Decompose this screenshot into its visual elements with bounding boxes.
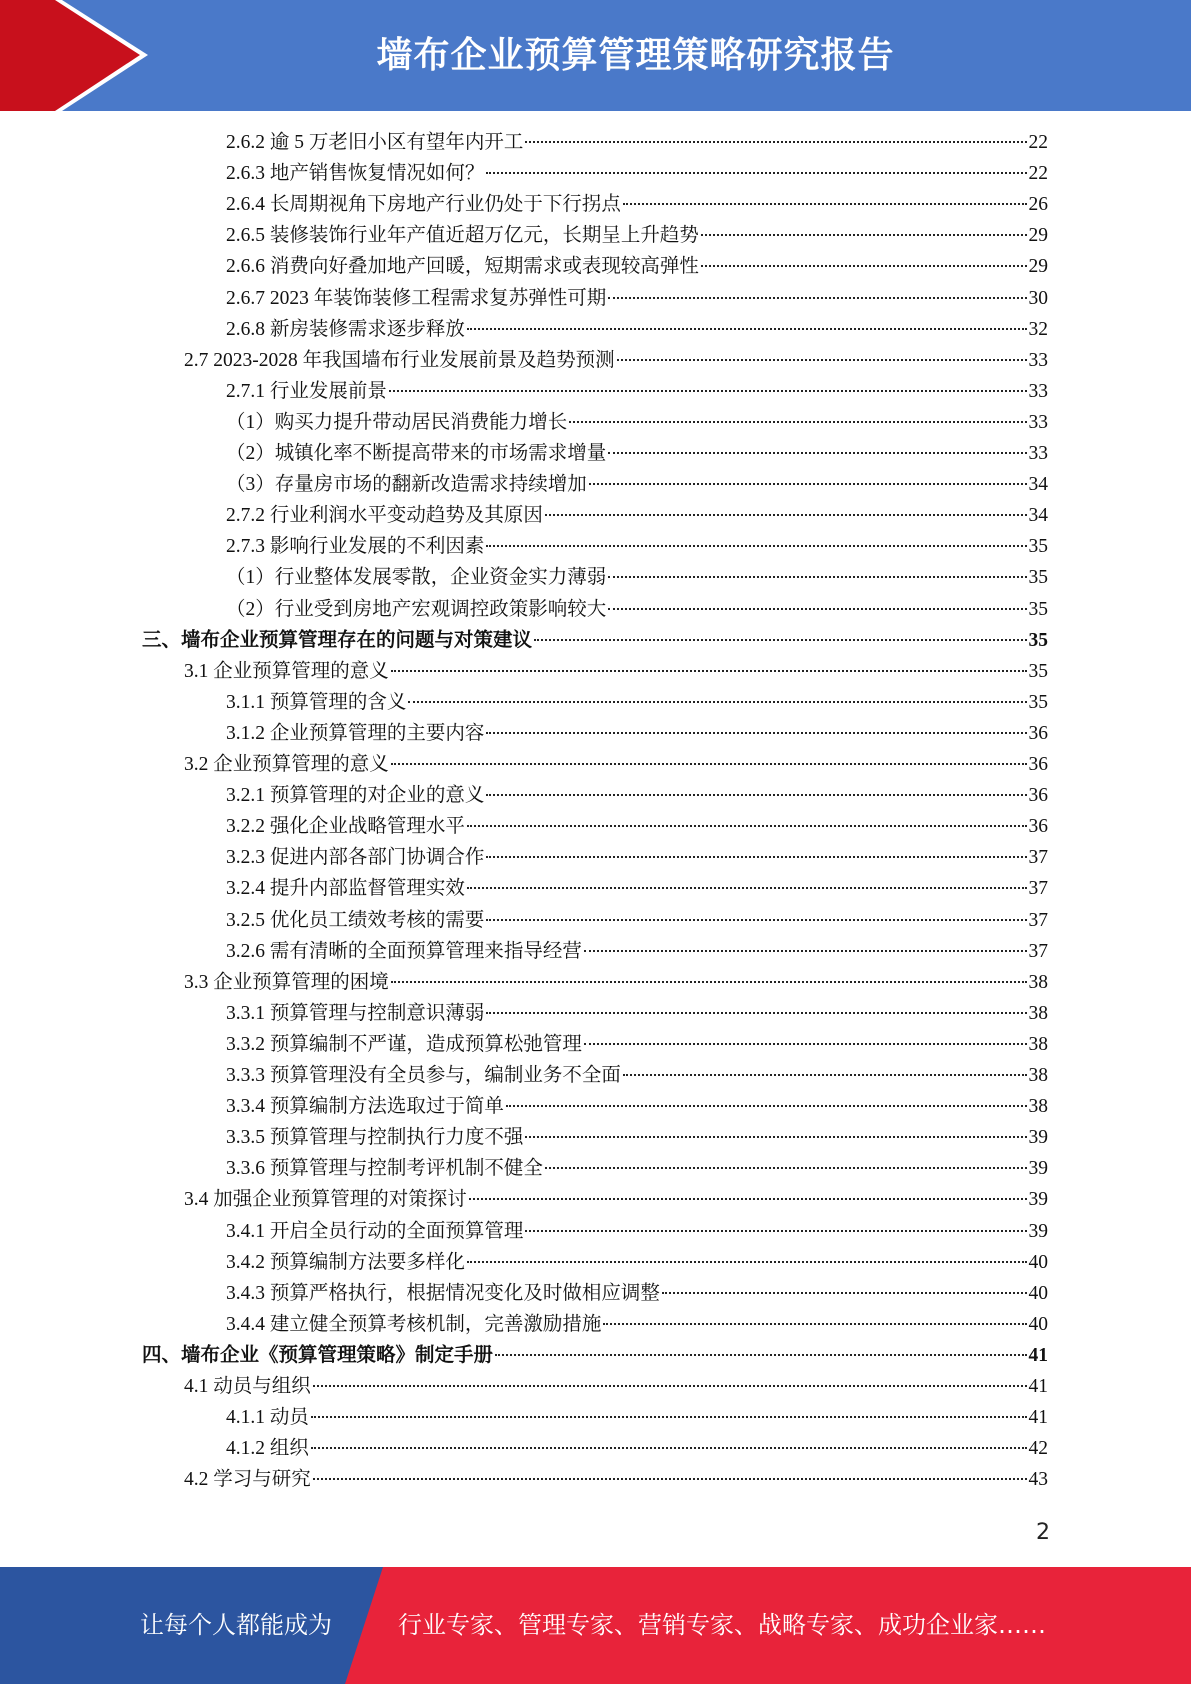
toc-dot-leader bbox=[608, 452, 1026, 454]
toc-entry-page: 22 bbox=[1028, 163, 1048, 185]
toc-entry-page: 43 bbox=[1028, 1469, 1048, 1491]
toc-entry-page: 42 bbox=[1028, 1438, 1048, 1460]
toc-entry-page: 29 bbox=[1028, 256, 1048, 278]
toc-dot-leader bbox=[584, 950, 1027, 952]
toc-entry-page: 37 bbox=[1028, 878, 1048, 900]
toc-entry[interactable] bbox=[226, 687, 1048, 718]
toc-entry-title: （2）城镇化率不断提高带来的市场需求增量 bbox=[226, 443, 607, 464]
toc-entry-title: 3.2.6 需有清晰的全面预算管理来指导经营 bbox=[226, 940, 582, 962]
toc-entry-title: 4.1 动员与组织 bbox=[184, 1376, 311, 1397]
toc-entry-page: 22 bbox=[1028, 132, 1048, 153]
toc-entry-page: 34 bbox=[1028, 505, 1048, 527]
toc-dot-leader bbox=[506, 1105, 1027, 1107]
toc-entry[interactable] bbox=[226, 1433, 1048, 1464]
toc-entry-page: 36 bbox=[1028, 754, 1048, 775]
toc-entry[interactable] bbox=[226, 251, 1048, 282]
toc-entry-page: 35 bbox=[1028, 567, 1048, 589]
toc-entry-title: （1）行业整体发展零散，企业资金实力薄弱 bbox=[226, 567, 607, 589]
toc-entry[interactable] bbox=[226, 376, 1048, 407]
toc-entry-page: 38 bbox=[1028, 971, 1048, 993]
toc-entry-title: （1）购买力提升带动居民消费能力增长 bbox=[226, 411, 568, 433]
toc-entry-title: 2.7.3 影响行业发展的不利因素 bbox=[226, 536, 485, 558]
toc-entry[interactable] bbox=[226, 1309, 1048, 1340]
toc-entry-page: 39 bbox=[1028, 1220, 1048, 1242]
toc-entry[interactable] bbox=[226, 873, 1048, 904]
toc-dot-leader bbox=[545, 514, 1027, 516]
toc-entry-title: 3.4.3 预算严格执行，根据情况变化及时做相应调整 bbox=[226, 1282, 660, 1304]
toc-entry-title: （3）存量房市场的翻新改造需求持续增加 bbox=[226, 474, 587, 496]
toc-dot-leader bbox=[603, 1323, 1026, 1325]
toc-entry[interactable] bbox=[226, 842, 1048, 873]
toc-entry-title: 3.2.2 强化企业战略管理水平 bbox=[226, 816, 465, 838]
toc-entry-title: 3.4.4 建立健全预算考核机制，完善激励措施 bbox=[226, 1313, 602, 1335]
toc-entry-page: 38 bbox=[1028, 1096, 1048, 1118]
toc-dot-leader bbox=[467, 1261, 1027, 1263]
toc-dot-leader bbox=[701, 265, 1027, 267]
toc-entry-page: 35 bbox=[1028, 691, 1048, 713]
page-number: 2 bbox=[1036, 1520, 1050, 1545]
toc-entry-page: 39 bbox=[1028, 1189, 1048, 1211]
toc-entry-title: 2.6.7 2023 年装饰装修工程需求复苏弹性可期 bbox=[226, 287, 607, 309]
toc-entry-page: 35 bbox=[1028, 660, 1048, 682]
toc-dot-leader bbox=[486, 856, 1026, 858]
toc-entry-title: 3.2.3 促进内部各部门协调合作 bbox=[226, 847, 485, 869]
toc-dot-leader bbox=[311, 1416, 1027, 1418]
toc-entry[interactable] bbox=[226, 1122, 1048, 1153]
toc-entry-page: 35 bbox=[1028, 536, 1048, 558]
toc-entry-title: 2.7.2 行业利润水平变动趋势及其原因 bbox=[226, 505, 543, 527]
toc-dot-leader bbox=[467, 825, 1027, 827]
toc-dot-leader bbox=[469, 1198, 1027, 1200]
toc-entry[interactable] bbox=[226, 1247, 1048, 1278]
toc-entry-title: 3.2 企业预算管理的意义 bbox=[184, 754, 389, 775]
toc-dot-leader bbox=[467, 887, 1027, 889]
toc-entry-page: 33 bbox=[1028, 349, 1048, 371]
toc-entry-title: 三、墙布企业预算管理存在的问题与对策建议 bbox=[142, 629, 533, 651]
toc-entry[interactable] bbox=[226, 562, 1048, 593]
toc-dot-leader bbox=[662, 1292, 1027, 1294]
toc-entry-title: 3.1.1 预算管理的含义 bbox=[226, 691, 407, 713]
toc-entry-page: 33 bbox=[1028, 380, 1048, 402]
toc-entry-page: 36 bbox=[1028, 785, 1048, 807]
toc-dot-leader bbox=[391, 763, 1027, 765]
toc-dot-leader bbox=[584, 1043, 1027, 1045]
toc-entry-title: 3.4.1 开启全员行动的全面预算管理 bbox=[226, 1220, 524, 1242]
toc-entry-page: 37 bbox=[1028, 847, 1048, 869]
toc-entry-title: 3.4 加强企业预算管理的对策探讨 bbox=[184, 1189, 467, 1211]
toc-dot-leader bbox=[311, 1447, 1027, 1449]
toc-entry-title: 2.6.6 消费向好叠加地产回暖，短期需求或表现较高弹性 bbox=[226, 256, 699, 278]
toc-entry-title: （2）行业受到房地产宏观调控政策影响较大 bbox=[226, 598, 607, 620]
toc-dot-leader bbox=[525, 1230, 1026, 1232]
toc-dot-leader bbox=[486, 919, 1026, 921]
toc-dot-leader bbox=[569, 421, 1026, 423]
toc-entry[interactable] bbox=[226, 780, 1048, 811]
toc-entry[interactable] bbox=[184, 656, 1048, 687]
toc-dot-leader bbox=[589, 483, 1027, 485]
footer-slogan-right: 行业专家、管理专家、营销专家、战略专家、成功企业家…… bbox=[398, 1611, 1046, 1639]
toc-dot-leader bbox=[608, 608, 1026, 610]
toc-entry-title: 3.4.2 预算编制方法要多样化 bbox=[226, 1251, 465, 1273]
toc-entry-title: 3.2.1 预算管理的对企业的意义 bbox=[226, 785, 485, 807]
toc-entry[interactable] bbox=[184, 749, 1048, 780]
toc-dot-leader bbox=[623, 1074, 1027, 1076]
toc-entry[interactable] bbox=[226, 1278, 1048, 1309]
page-footer bbox=[0, 1567, 1191, 1684]
toc-entry-page: 41 bbox=[1028, 1344, 1048, 1366]
toc-entry-page: 32 bbox=[1028, 318, 1048, 340]
toc-entry-title: 3.2.5 优化员工绩效考核的需要 bbox=[226, 909, 485, 931]
toc-dot-leader bbox=[495, 1354, 1026, 1356]
toc-entry-title: 4.1.2 组织 bbox=[226, 1438, 309, 1460]
report-title: 墙布企业预算管理策略研究报告 bbox=[376, 34, 895, 76]
toc-entry-title: 2.7 2023-2028 年我国墙布行业发展前景及趋势预测 bbox=[184, 349, 615, 371]
toc-entry-title: 4.1.1 动员 bbox=[226, 1407, 309, 1429]
page-header bbox=[0, 0, 1191, 111]
toc-entry-page: 37 bbox=[1028, 940, 1048, 962]
toc-dot-leader bbox=[391, 981, 1027, 983]
toc-entry[interactable] bbox=[226, 718, 1048, 749]
toc-dot-leader bbox=[408, 701, 1026, 703]
toc-entry[interactable] bbox=[226, 1216, 1048, 1247]
toc-entry-page: 38 bbox=[1028, 1065, 1048, 1086]
toc-entry[interactable] bbox=[184, 967, 1048, 998]
toc-entry[interactable] bbox=[226, 407, 1048, 438]
toc-entry-title: 3.3.5 预算管理与控制执行力度不强 bbox=[226, 1127, 524, 1149]
toc-entry[interactable] bbox=[226, 1402, 1048, 1433]
toc-entry[interactable] bbox=[184, 345, 1048, 376]
toc-entry-title: 3.3 企业预算管理的困境 bbox=[184, 971, 389, 993]
toc-entry-page: 30 bbox=[1028, 287, 1048, 309]
toc-dot-leader bbox=[389, 390, 1027, 392]
toc-entry-title: 3.1 企业预算管理的意义 bbox=[184, 660, 389, 682]
toc-dot-leader bbox=[545, 1167, 1027, 1169]
toc-entry[interactable] bbox=[184, 1371, 1048, 1402]
toc-entry-page: 39 bbox=[1028, 1158, 1048, 1180]
toc-entry[interactable] bbox=[226, 531, 1048, 562]
toc-entry-title: 4.2 学习与研究 bbox=[184, 1469, 311, 1491]
toc-dot-leader bbox=[486, 732, 1026, 734]
toc-entry-title: 3.3.3 预算管理没有全员参与，编制业务不全面 bbox=[226, 1065, 621, 1086]
toc-entry[interactable] bbox=[226, 189, 1048, 220]
toc-dot-leader bbox=[486, 794, 1026, 796]
toc-dot-leader bbox=[608, 576, 1026, 578]
toc-dot-leader bbox=[486, 1012, 1026, 1014]
toc-entry-page: 33 bbox=[1028, 411, 1048, 433]
toc-entry-title: 四、墙布企业《预算管理策略》制定手册 bbox=[142, 1344, 494, 1366]
toc-entry-title: 3.2.4 提升内部监督管理实效 bbox=[226, 878, 465, 900]
toc-entry-title: 2.6.5 装修装饰行业年产值近超万亿元，长期呈上升趋势 bbox=[226, 225, 699, 247]
toc-entry-page: 38 bbox=[1028, 1002, 1048, 1024]
toc-entry[interactable] bbox=[226, 1029, 1048, 1060]
toc-entry-page: 40 bbox=[1028, 1282, 1048, 1304]
toc-entry[interactable] bbox=[226, 220, 1048, 251]
toc-entry-page: 39 bbox=[1028, 1127, 1048, 1149]
toc-dot-leader bbox=[486, 172, 1026, 174]
toc-entry[interactable] bbox=[226, 158, 1048, 189]
toc-entry-page: 34 bbox=[1028, 474, 1048, 496]
toc-entry[interactable] bbox=[226, 283, 1048, 314]
toc-entry-title: 2.6.3 地产销售恢复情况如何？ bbox=[226, 163, 485, 185]
toc-entry[interactable] bbox=[226, 127, 1048, 158]
toc-entry-page: 36 bbox=[1028, 816, 1048, 838]
toc-entry[interactable] bbox=[226, 936, 1048, 967]
toc-entry-title: 2.6.8 新房装修需求逐步释放 bbox=[226, 318, 465, 340]
toc-entry-page: 40 bbox=[1028, 1313, 1048, 1335]
toc-entry-page: 40 bbox=[1028, 1251, 1048, 1273]
toc-entry-page: 33 bbox=[1028, 443, 1048, 464]
toc-entry-page: 38 bbox=[1028, 1033, 1048, 1055]
toc-dot-leader bbox=[701, 234, 1027, 236]
toc-dot-leader bbox=[486, 545, 1026, 547]
toc-entry[interactable] bbox=[226, 469, 1048, 500]
toc-entry[interactable] bbox=[226, 500, 1048, 531]
toc-entry-title: 3.1.2 企业预算管理的主要内容 bbox=[226, 722, 485, 744]
toc-dot-leader bbox=[608, 297, 1026, 299]
toc-entry[interactable] bbox=[226, 1153, 1048, 1184]
toc-entry-title: 3.3.2 预算编制不严谨，造成预算松弛管理 bbox=[226, 1033, 582, 1055]
toc-entry-title: 2.6.4 长周期视角下房地产行业仍处于下行拐点 bbox=[226, 194, 621, 216]
toc-dot-leader bbox=[313, 1478, 1027, 1480]
toc-dot-leader bbox=[313, 1385, 1027, 1387]
toc-entry[interactable] bbox=[226, 594, 1048, 625]
toc-dot-leader bbox=[391, 670, 1027, 672]
toc-entry-page: 29 bbox=[1028, 225, 1048, 247]
toc-dot-leader bbox=[525, 1136, 1026, 1138]
footer-slogan-left: 让每个人都能成为 bbox=[140, 1611, 332, 1639]
toc-entry-page: 36 bbox=[1028, 722, 1048, 744]
toc-entry[interactable] bbox=[226, 1091, 1048, 1122]
toc-entry[interactable] bbox=[184, 1464, 1048, 1495]
toc-entry[interactable] bbox=[142, 1340, 1048, 1371]
toc-entry-page: 26 bbox=[1028, 194, 1048, 216]
toc-entry-title: 2.6.2 逾 5 万老旧小区有望年内开工 bbox=[226, 132, 524, 153]
toc-entry[interactable] bbox=[226, 438, 1048, 469]
toc-dot-leader bbox=[617, 359, 1027, 361]
toc-entry-title: 3.3.6 预算管理与控制考评机制不健全 bbox=[226, 1158, 543, 1180]
toc-dot-leader bbox=[534, 639, 1026, 641]
toc-entry[interactable] bbox=[184, 1184, 1048, 1215]
toc-entry[interactable] bbox=[226, 905, 1048, 936]
toc-entry[interactable] bbox=[226, 1060, 1048, 1091]
toc-entry[interactable] bbox=[142, 625, 1048, 656]
toc-entry-title: 3.3.1 预算管理与控制意识薄弱 bbox=[226, 1002, 485, 1024]
toc-entry[interactable] bbox=[226, 314, 1048, 345]
toc-entry-title: 2.7.1 行业发展前景 bbox=[226, 380, 387, 402]
toc-entry[interactable] bbox=[226, 811, 1048, 842]
toc-dot-leader bbox=[525, 141, 1026, 143]
toc-entry-title: 3.3.4 预算编制方法选取过于简单 bbox=[226, 1096, 504, 1118]
toc-dot-leader bbox=[623, 203, 1027, 205]
toc-entry-page: 35 bbox=[1028, 629, 1048, 651]
toc-entry-page: 41 bbox=[1028, 1376, 1048, 1397]
toc-entry-page: 37 bbox=[1028, 909, 1048, 931]
toc-entry[interactable] bbox=[226, 998, 1048, 1029]
toc-entry-page: 35 bbox=[1028, 598, 1048, 620]
toc-entry-page: 41 bbox=[1028, 1407, 1048, 1429]
toc-dot-leader bbox=[467, 328, 1027, 330]
